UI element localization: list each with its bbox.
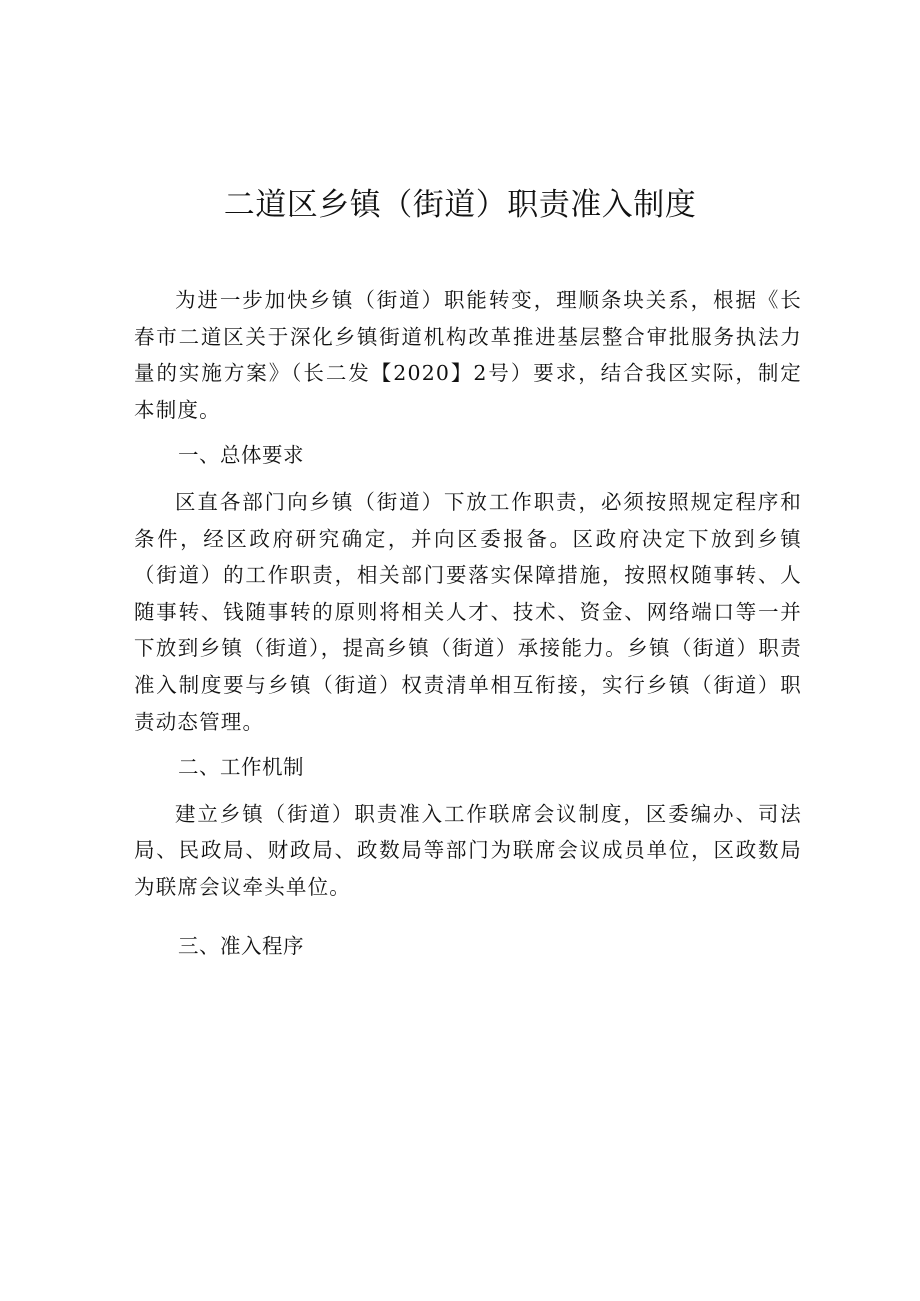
section-heading-work-mechanism: 二、工作机制	[178, 755, 304, 780]
section-body-work-mechanism: 建立乡镇（街道）职责准入工作联席会议制度，区委编办、司法局、民政局、财政局、政数局等部门为联席会议成员单位，区政数局为联席会议牵头单位。	[134, 801, 802, 899]
intro-paragraph: 为进一步加快乡镇（街道）职能转变，理顺条块关系，根据《长春市二道区关于深化乡镇街道机构改革推进基层整合审批服务执法力量的实施方案》（长二发【2020】2号）要求，结合我区实际，制定本制度。	[134, 288, 802, 422]
section-body-general-requirements: 区直各部门向乡镇（街道）下放工作职责，必须按照规定程序和条件，经区政府研究确定，并向区委报备。区政府决定下放到乡镇（街道）的工作职责，相关部门要落实保障措施，按照权随事转、人随事转、钱随事转的原则将相关人才、技术、资金、网络端口等一并下放到乡镇（街道），提高乡镇（街道）承接能力。乡镇（街道）职责准入制度要与乡镇（街道）权责清单相互衔接，实行乡镇（街道）职责动态管理。	[134, 489, 802, 734]
document-title: 二道区乡镇（街道）职责准入制度	[223, 187, 697, 223]
section-heading-general-requirements: 一、总体要求	[178, 443, 304, 468]
section-heading-admission-procedure: 三、准入程序	[178, 933, 304, 958]
document-body	[134, 282, 802, 964]
